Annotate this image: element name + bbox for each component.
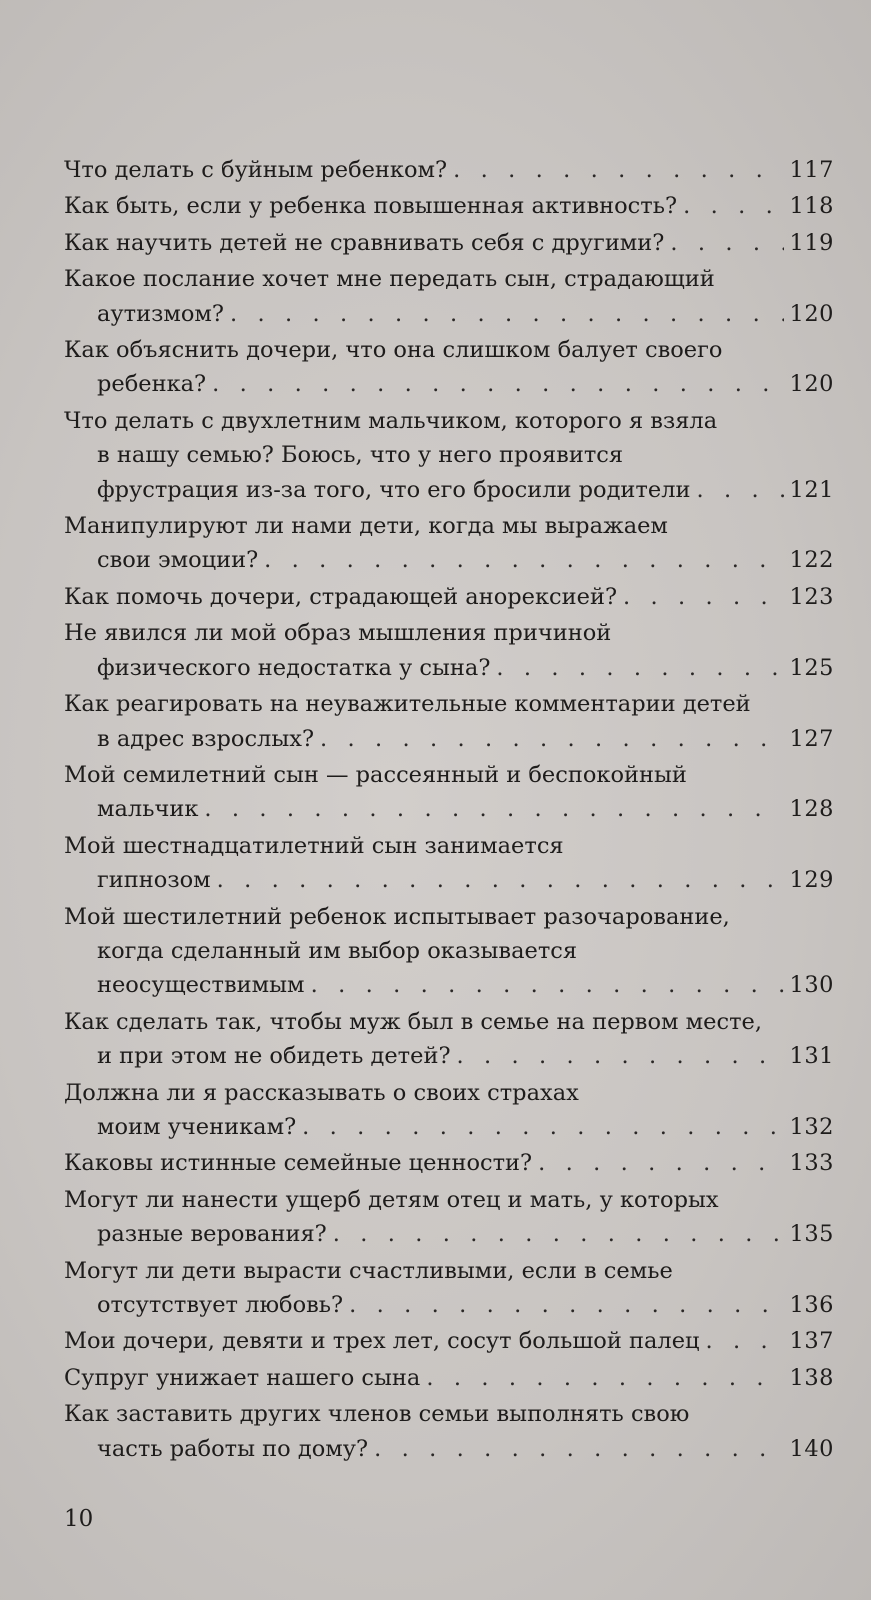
toc-entry — [64, 509, 834, 578]
toc-entry-final-line — [64, 792, 834, 826]
toc-entry-page-number: 136 — [789, 1292, 834, 1318]
toc-entry-final-line — [64, 1288, 834, 1322]
dot-leader — [453, 153, 783, 187]
toc-entry-page-number: 133 — [789, 1150, 834, 1177]
toc-entry-page-number: 135 — [789, 1221, 834, 1248]
toc-entry-title-line: Что делать с двухлетним мальчиком, которого я взяла — [64, 407, 718, 434]
toc-entry-title-line: разные верования? — [97, 1221, 327, 1248]
toc-entry-title-line: моим ученикам? — [97, 1113, 297, 1140]
dot-leader — [230, 297, 784, 331]
toc-entry — [64, 616, 834, 685]
toc-entry-title-line: Должна ли я рассказывать о своих страхах — [64, 1079, 579, 1106]
toc-entry-page-number: 121 — [789, 476, 834, 503]
toc-entry-final-line — [64, 722, 834, 756]
page-number: 10 — [64, 1506, 94, 1532]
dot-leader — [457, 1039, 784, 1073]
toc-entry-page-number: 132 — [789, 1113, 834, 1140]
dot-leader — [349, 1288, 783, 1322]
toc-entry-final-line — [64, 1324, 834, 1358]
toc-entry-final-line — [64, 1217, 834, 1251]
toc-entry — [64, 262, 834, 331]
toc-entry-page-number: 120 — [789, 371, 834, 398]
toc-entry-title-line: в нашу семью? Боюсь, что у него проявится — [97, 442, 624, 469]
toc-entry-title-line: Как реагировать на неуважительные комментарии детей — [64, 691, 751, 718]
dot-leader — [212, 367, 783, 401]
toc-entry-final-line — [64, 968, 834, 1002]
toc-entry-title-line: Не явился ли мой образ мышления причиной — [64, 620, 612, 647]
toc-entry-title-line: Супруг унижает нашего сына — [64, 1364, 421, 1391]
toc-entry-final-line — [64, 153, 834, 187]
toc-entry-page-number: 117 — [789, 157, 834, 183]
dot-leader — [217, 863, 784, 897]
toc-entry-page-number: 129 — [789, 867, 834, 894]
dot-leader — [333, 1217, 784, 1251]
toc-entry-title-line: Могут ли нанести ущерб детям отец и мать, у которых — [64, 1186, 719, 1213]
toc-entry-page-number: 128 — [789, 796, 834, 823]
toc-entry-final-line — [64, 651, 834, 685]
toc-entry-title-line: аутизмом? — [97, 300, 224, 327]
toc-entry — [64, 404, 834, 507]
toc-entry-final-line — [64, 1432, 834, 1466]
toc-entry-page-number: 119 — [789, 229, 834, 256]
toc-entry-final-line — [64, 226, 834, 260]
toc-entry-final-line — [64, 189, 834, 223]
toc-entry-title-line: Как заставить других членов семьи выполнять свою — [64, 1401, 690, 1428]
toc-entry-final-line — [64, 1039, 834, 1073]
toc-entry-title-line: гипнозом — [97, 867, 211, 894]
toc-entry-final-line — [64, 473, 834, 507]
toc-entry-title-line: Мой шестилетний ребенок испытывает разочарование, — [64, 903, 730, 930]
toc-entry — [64, 580, 834, 614]
toc-entry-page-number: 118 — [789, 193, 834, 220]
toc-entry-title-line: Какое послание хочет мне передать сын, страдающий — [64, 266, 715, 293]
toc-entry-title-line: Как сделать так, чтобы муж был в семье на первом месте, — [64, 1008, 762, 1035]
dot-leader — [496, 651, 783, 685]
toc-entry-title-line: Мои дочери, девяти и трех лет, сосут большой палец — [64, 1328, 700, 1355]
toc-entry-title-line: Как научить детей не сравнивать себя с другими? — [64, 229, 665, 256]
dot-leader — [670, 226, 783, 260]
toc-entry-final-line — [64, 1361, 834, 1395]
toc-entry-page-number: 127 — [789, 725, 834, 752]
toc-entry — [64, 1076, 834, 1145]
dot-leader — [302, 1110, 783, 1144]
dot-leader — [706, 1324, 784, 1358]
toc-entry — [64, 1183, 834, 1252]
toc-entry-page-number: 131 — [789, 1043, 834, 1070]
toc-entry-title-line: отсутствует любовь? — [97, 1292, 344, 1318]
toc-entry-final-line — [64, 1110, 834, 1144]
toc-entry — [64, 758, 834, 827]
toc-entry-final-line — [64, 863, 834, 897]
dot-leader — [538, 1146, 783, 1180]
toc-entry-final-line — [64, 1146, 834, 1180]
toc-entry — [64, 1146, 834, 1180]
dot-leader — [204, 792, 783, 826]
toc-entry-final-line — [64, 543, 834, 577]
toc-entry-title-line: мальчик — [97, 796, 199, 823]
toc-entry-title-line: свои эмоции? — [97, 547, 259, 574]
toc-entry — [64, 829, 834, 898]
toc-entry-page-number: 137 — [789, 1328, 834, 1355]
toc-entry — [64, 189, 834, 223]
toc-entry-page-number: 125 — [789, 654, 834, 681]
toc-entry-title-line: Каковы истинные семейные ценности? — [64, 1150, 533, 1177]
toc-entry-title-line: Как помочь дочери, страдающей анорексией? — [64, 583, 618, 610]
toc-entry-page-number: 120 — [789, 300, 834, 327]
toc-entry-page-number: 138 — [789, 1364, 834, 1391]
toc-entry-title-line: Могут ли дети вырасти счастливыми, если в семье — [64, 1257, 673, 1284]
toc-entry-title-line: физического недостатка у сына? — [97, 654, 491, 681]
toc-entry-title-line: Мой шестнадцатилетний сын занимается — [64, 832, 564, 859]
toc-entry — [64, 226, 834, 260]
toc-entry — [64, 1397, 834, 1466]
toc-entry-title-line: и при этом не обидеть детей? — [97, 1043, 451, 1070]
toc-entry-final-line — [64, 367, 834, 401]
table-of-contents — [64, 153, 834, 1466]
toc-entry-page-number: 130 — [789, 972, 834, 999]
dot-leader — [683, 189, 783, 223]
toc-entry-title-line: Мой семилетний сын — рассеянный и беспокойный — [64, 761, 687, 788]
dot-leader — [426, 1361, 783, 1395]
dot-leader — [374, 1432, 783, 1466]
dot-leader — [264, 543, 783, 577]
toc-entry-page-number: 123 — [789, 583, 834, 610]
toc-entry-title-line: Как объяснить дочери, что она слишком балует своего — [64, 337, 723, 364]
toc-entry-final-line — [64, 580, 834, 614]
toc-entry — [64, 1324, 834, 1358]
dot-leader — [311, 968, 784, 1002]
toc-entry — [64, 1254, 834, 1323]
toc-entry — [64, 1005, 834, 1074]
toc-entry — [64, 900, 834, 1003]
toc-entry-title-line: неосуществимым — [97, 972, 305, 999]
toc-entry-final-line — [64, 297, 834, 331]
toc-entry-title-line: Как быть, если у ребенка повышенная активность? — [64, 193, 678, 220]
dot-leader — [623, 580, 784, 614]
toc-entry — [64, 333, 834, 402]
toc-entry-title-line: ребенка? — [97, 371, 207, 398]
toc-entry — [64, 687, 834, 756]
toc-entry-title-line: фрустрация из-за того, что его бросили родители — [97, 476, 691, 503]
dot-leader — [320, 722, 784, 756]
dot-leader — [696, 473, 783, 507]
toc-entry-title-line: когда сделанный им выбор оказывается — [97, 937, 578, 964]
toc-entry — [64, 153, 834, 187]
toc-entry — [64, 1361, 834, 1395]
toc-entry-title-line: часть работы по дому? — [97, 1435, 369, 1462]
toc-entry-page-number: 122 — [789, 547, 834, 574]
toc-entry-title-line: в адрес взрослых? — [97, 725, 315, 752]
toc-entry-title-line: Манипулируют ли нами дети, когда мы выражаем — [64, 513, 668, 540]
toc-entry-page-number: 140 — [789, 1435, 834, 1462]
toc-entry-title-line: Что делать с буйным ребенком? — [64, 157, 448, 183]
